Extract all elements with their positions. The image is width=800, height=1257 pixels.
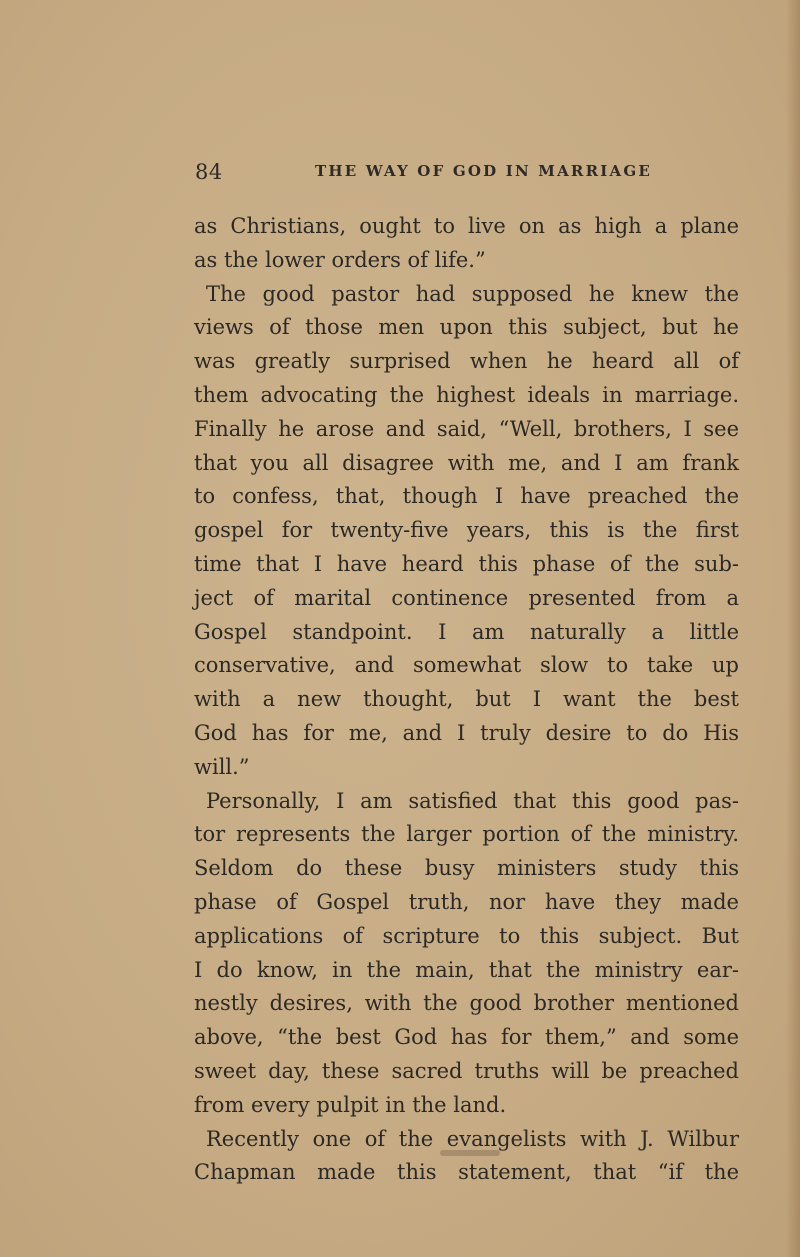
text-line: that you all disagree with me, and I am frank [194,450,739,475]
text-line: Gospel standpoint. I am naturally a little [194,619,739,644]
running-head: THE WAY OF GOD IN MARRIAGE [315,162,652,180]
text-line: above, “the best God has for them,” and some [194,1025,739,1050]
text-line: nestly desires, with the good brother mentioned [194,991,739,1016]
text-line: was greatly surprised when he heard all of [194,349,739,374]
text-line: Finally he arose and said, “Well, brothers, I see [194,416,739,441]
text-line: will.” [194,754,250,779]
text-line: ject of marital continence presented from a [194,585,739,610]
page-header [195,160,755,190]
ink-smudge [440,1150,500,1156]
text-line: Seldom do these busy ministers study this [194,856,739,881]
text-line: tor represents the larger portion of the ministry. [194,822,739,847]
text-line: sweet day, these sacred truths will be preached [194,1058,739,1083]
text-line: Personally, I am satisfied that this good pas- [206,788,739,813]
page-edge-shadow [786,0,800,1257]
text-line: phase of Gospel truth, nor have they made [194,889,739,914]
text-line: gospel for twenty-five years, this is the first [194,518,739,543]
text-line: The good pastor had supposed he knew the [206,281,739,306]
text-line: to confess, that, though I have preached the [194,484,739,509]
text-line: time that I have heard this phase of the sub- [194,551,739,576]
text-line: I do know, in the main, that the ministry ear- [194,957,739,982]
text-line: them advocating the highest ideals in marriage. [194,382,739,407]
text-line: Chapman made this statement, that “if the [194,1160,739,1185]
text-line: conservative, and somewhat slow to take up [194,653,739,678]
text-line: God has for me, and I truly desire to do His [194,720,739,745]
body-text [194,210,739,1190]
text-line: applications of scripture to this subject. But [194,923,739,948]
text-line: as the lower orders of life.” [194,247,486,272]
text-line: as Christians, ought to live on as high a plane [194,214,739,238]
page-number: 84 [195,160,223,184]
text-line: views of those men upon this subject, but he [194,315,739,340]
text-line: Recently one of the evangelists with J. Wilbur [206,1126,739,1151]
text-line: from every pulpit in the land. [194,1092,507,1117]
text-line: with a new thought, but I want the best [194,687,739,712]
